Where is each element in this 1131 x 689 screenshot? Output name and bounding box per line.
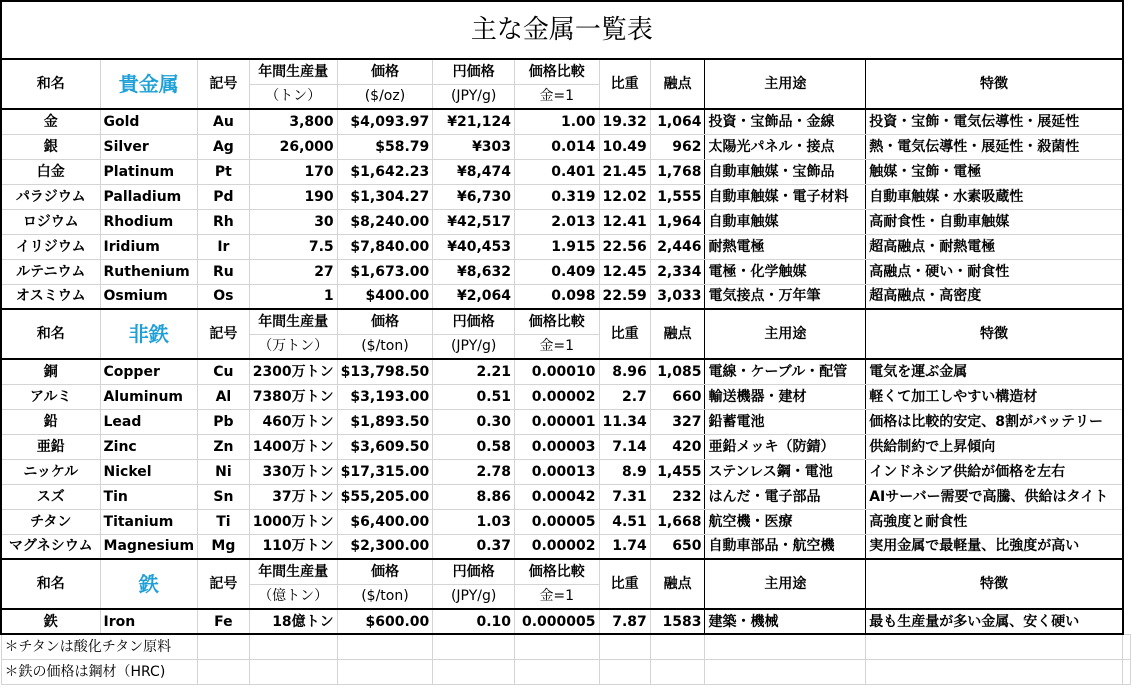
cell-name-en: Iron [100, 609, 198, 634]
cell-main-use: 自動車触媒・電子材料 [705, 184, 866, 209]
cell-yen-price: 0.58 [433, 434, 515, 459]
cell-yen-price: ¥8,474 [433, 159, 515, 184]
cell-price-ratio: 0.00002 [515, 384, 599, 409]
cell-symbol: Ru [198, 259, 250, 284]
cell-symbol: Zn [198, 434, 250, 459]
header-yen-price: 円価格 [433, 559, 515, 584]
cell-name-en: Osmium [100, 284, 198, 309]
cell-symbol: Ir [198, 234, 250, 259]
header-price-ratio-unit: 金=1 [515, 584, 599, 609]
cell-melting-point: 327 [650, 409, 705, 434]
header-price-ratio: 価格比較 [515, 309, 599, 334]
cell-price-ratio: 0.00013 [515, 459, 599, 484]
cell-melting-point: 1,668 [650, 509, 705, 534]
cell-symbol: Ni [198, 459, 250, 484]
cell-name-en: Tin [100, 484, 198, 509]
cell-melting-point: 660 [650, 384, 705, 409]
header-feature: 特徴 [866, 59, 1123, 109]
cell-price-ratio: 0.401 [515, 159, 599, 184]
cell-price: $17,315.00 [337, 459, 433, 484]
header-price-unit: ($/oz) [337, 84, 433, 109]
table-row [1, 484, 1131, 509]
cell-name-jp: 鉛 [1, 409, 100, 434]
cell-main-use: 投資・宝飾品・金線 [705, 109, 866, 134]
table-row [1, 209, 1131, 234]
cell-feature: 軽くて加工しやすい構造材 [866, 384, 1123, 409]
cell-main-use: 自動車触媒・宝飾品 [705, 159, 866, 184]
cell-name-en: Ruthenium [100, 259, 198, 284]
cell-gravity: 7.87 [599, 609, 650, 634]
header-melting-point: 融点 [650, 309, 705, 359]
cell-name-en: Lead [100, 409, 198, 434]
cell-gravity: 10.49 [599, 134, 650, 159]
cell-melting-point: 1,455 [650, 459, 705, 484]
cell-production: 18億トン [249, 609, 337, 634]
header-yen-price-unit: (JPY/g) [433, 334, 515, 359]
header-price-ratio-unit: 金=1 [515, 334, 599, 359]
table-row [1, 159, 1131, 184]
cell-melting-point: 1,085 [650, 359, 705, 384]
cell-yen-price: ¥21,124 [433, 109, 515, 134]
cell-main-use: 電気接点・万年筆 [705, 284, 866, 309]
cell-yen-price: 0.30 [433, 409, 515, 434]
cell-name-jp: 鉄 [1, 609, 100, 634]
cell-price-ratio: 0.00001 [515, 409, 599, 434]
cell-name-en: Nickel [100, 459, 198, 484]
cell-name-jp: ルテニウム [1, 259, 100, 284]
cell-name-jp: ロジウム [1, 209, 100, 234]
table-row [1, 234, 1131, 259]
cell-price-ratio: 1.00 [515, 109, 599, 134]
cell-name-en: Copper [100, 359, 198, 384]
cell-name-jp: パラジウム [1, 184, 100, 209]
cell-price: $1,893.50 [337, 409, 433, 434]
cell-yen-price: ¥6,730 [433, 184, 515, 209]
cell-gravity: 8.96 [599, 359, 650, 384]
cell-feature: 高強度と耐食性 [866, 509, 1123, 534]
cell-production: 3,800 [249, 109, 337, 134]
cell-gravity: 19.32 [599, 109, 650, 134]
cell-feature: インドネシア供給が価格を左右 [866, 459, 1123, 484]
header-price-unit: ($/ton) [337, 584, 433, 609]
cell-yen-price: 8.86 [433, 484, 515, 509]
cell-name-jp: ニッケル [1, 459, 100, 484]
cell-yen-price: ¥8,632 [433, 259, 515, 284]
cell-melting-point: 2,334 [650, 259, 705, 284]
cell-melting-point: 1,964 [650, 209, 705, 234]
cell-production: 190 [249, 184, 337, 209]
cell-gravity: 1.74 [599, 534, 650, 559]
cell-name-jp: 金 [1, 109, 100, 134]
cell-feature: 高融点・硬い・耐食性 [866, 259, 1123, 284]
cell-melting-point: 1,768 [650, 159, 705, 184]
cell-price: $58.79 [337, 134, 433, 159]
cell-yen-price: 1.03 [433, 509, 515, 534]
cell-melting-point: 962 [650, 134, 705, 159]
header-yen-price: 円価格 [433, 59, 515, 84]
cell-yen-price: ¥2,064 [433, 284, 515, 309]
cell-production: 7380万トン [249, 384, 337, 409]
cell-symbol: Ti [198, 509, 250, 534]
cell-name-jp: マグネシウム [1, 534, 100, 559]
cell-price: $6,400.00 [337, 509, 433, 534]
cell-production: 26,000 [249, 134, 337, 159]
table-row [1, 359, 1131, 384]
cell-price-ratio: 0.00010 [515, 359, 599, 384]
table-row [1, 384, 1131, 409]
cell-name-en: Gold [100, 109, 198, 134]
cell-symbol: Pd [198, 184, 250, 209]
cell-price: $3,193.00 [337, 384, 433, 409]
header-symbol: 記号 [198, 309, 250, 359]
cell-feature: 自動車触媒・水素吸蔵性 [866, 184, 1123, 209]
cell-main-use: 耐熱電極 [705, 234, 866, 259]
cell-yen-price: 0.51 [433, 384, 515, 409]
cell-melting-point: 1,555 [650, 184, 705, 209]
header-gravity: 比重 [599, 59, 650, 109]
cell-name-en: Palladium [100, 184, 198, 209]
cell-yen-price: ¥40,453 [433, 234, 515, 259]
header-production-unit: （万トン） [249, 334, 337, 359]
cell-gravity: 4.51 [599, 509, 650, 534]
cell-symbol: Ag [198, 134, 250, 159]
cell-feature: 熱・電気伝導性・展延性・殺菌性 [866, 134, 1123, 159]
cell-main-use: 電線・ケーブル・配管 [705, 359, 866, 384]
cell-name-jp: スズ [1, 484, 100, 509]
cell-price-ratio: 2.013 [515, 209, 599, 234]
header-production-unit: （億トン） [249, 584, 337, 609]
cell-symbol: Sn [198, 484, 250, 509]
cell-price-ratio: 0.409 [515, 259, 599, 284]
cell-price: $400.00 [337, 284, 433, 309]
cell-price-ratio: 0.00042 [515, 484, 599, 509]
cell-feature: 供給制約で上昇傾向 [866, 434, 1123, 459]
cell-gravity: 7.31 [599, 484, 650, 509]
cell-price: $2,300.00 [337, 534, 433, 559]
cell-production: 7.5 [249, 234, 337, 259]
cell-price: $7,840.00 [337, 234, 433, 259]
header-symbol: 記号 [198, 59, 250, 109]
cell-feature: 投資・宝飾・電気伝導性・展延性 [866, 109, 1123, 134]
cell-production: 110万トン [249, 534, 337, 559]
cell-price: $8,240.00 [337, 209, 433, 234]
table-row [1, 184, 1131, 209]
category-label: 鉄 [100, 559, 198, 609]
cell-yen-price: ¥42,517 [433, 209, 515, 234]
cell-main-use: 亜鉛メッキ（防錆） [705, 434, 866, 459]
header-feature: 特徴 [866, 309, 1123, 359]
table-row [1, 259, 1131, 284]
header-production-unit: （トン） [249, 84, 337, 109]
cell-gravity: 12.41 [599, 209, 650, 234]
header-price-unit: ($/ton) [337, 334, 433, 359]
cell-symbol: Cu [198, 359, 250, 384]
cell-name-jp: イリジウム [1, 234, 100, 259]
header-price-ratio: 価格比較 [515, 559, 599, 584]
header-production: 年間生産量 [249, 559, 337, 584]
header-symbol: 記号 [198, 559, 250, 609]
cell-production: 330万トン [249, 459, 337, 484]
cell-name-en: Titanium [100, 509, 198, 534]
cell-gravity: 2.7 [599, 384, 650, 409]
cell-price: $1,642.23 [337, 159, 433, 184]
footnote: ＊チタンは酸化チタン原料 [1, 634, 198, 659]
cell-yen-price: 0.37 [433, 534, 515, 559]
header-price: 価格 [337, 559, 433, 584]
header-gravity: 比重 [599, 309, 650, 359]
cell-price-ratio: 0.000005 [515, 609, 599, 634]
cell-main-use: 輸送機器・建材 [705, 384, 866, 409]
table-row [1, 534, 1131, 559]
cell-production: 460万トン [249, 409, 337, 434]
cell-name-jp: アルミ [1, 384, 100, 409]
cell-melting-point: 3,033 [650, 284, 705, 309]
cell-main-use: 自動車部品・航空機 [705, 534, 866, 559]
cell-production: 1000万トン [249, 509, 337, 534]
cell-symbol: Fe [198, 609, 250, 634]
header-name-jp: 和名 [1, 59, 100, 109]
cell-feature: 電気を運ぶ金属 [866, 359, 1123, 384]
cell-name-jp: 亜鉛 [1, 434, 100, 459]
table-row [1, 459, 1131, 484]
cell-symbol: Mg [198, 534, 250, 559]
header-melting-point: 融点 [650, 59, 705, 109]
header-gravity: 比重 [599, 559, 650, 609]
cell-main-use: 太陽光パネル・接点 [705, 134, 866, 159]
cell-name-jp: 銅 [1, 359, 100, 384]
cell-production: 2300万トン [249, 359, 337, 384]
cell-symbol: Al [198, 384, 250, 409]
cell-gravity: 12.02 [599, 184, 650, 209]
header-feature: 特徴 [866, 559, 1123, 609]
cell-feature: 最も生産量が多い金属、安く硬い [866, 609, 1123, 634]
cell-gravity: 22.59 [599, 284, 650, 309]
cell-price: $13,798.50 [337, 359, 433, 384]
cell-main-use: 建築・機械 [705, 609, 866, 634]
cell-gravity: 12.45 [599, 259, 650, 284]
cell-price-ratio: 0.00002 [515, 534, 599, 559]
cell-price: $1,673.00 [337, 259, 433, 284]
cell-production: 170 [249, 159, 337, 184]
table-row [1, 609, 1131, 634]
cell-name-en: Rhodium [100, 209, 198, 234]
cell-name-en: Aluminum [100, 384, 198, 409]
cell-feature: 価格は比較的安定、8割がバッテリー [866, 409, 1123, 434]
cell-name-jp: 白金 [1, 159, 100, 184]
cell-gravity: 22.56 [599, 234, 650, 259]
header-production: 年間生産量 [249, 59, 337, 84]
table-row [1, 409, 1131, 434]
cell-name-en: Platinum [100, 159, 198, 184]
cell-melting-point: 232 [650, 484, 705, 509]
cell-price: $55,205.00 [337, 484, 433, 509]
header-yen-price-unit: (JPY/g) [433, 584, 515, 609]
table-title: 主な金属一覧表 [1, 1, 1123, 59]
cell-production: 37万トン [249, 484, 337, 509]
cell-feature: 超高融点・高密度 [866, 284, 1123, 309]
cell-yen-price: 0.10 [433, 609, 515, 634]
cell-name-en: Magnesium [100, 534, 198, 559]
header-price-ratio: 価格比較 [515, 59, 599, 84]
cell-price-ratio: 0.098 [515, 284, 599, 309]
cell-symbol: Au [198, 109, 250, 134]
cell-symbol: Pb [198, 409, 250, 434]
cell-name-en: Iridium [100, 234, 198, 259]
cell-feature: 超高融点・耐熱電極 [866, 234, 1123, 259]
footnote: ＊鉄の価格は鋼材（HRC) [1, 659, 198, 684]
header-price: 価格 [337, 309, 433, 334]
table-row [1, 134, 1131, 159]
header-price-ratio-unit: 金=1 [515, 84, 599, 109]
cell-production: 1400万トン [249, 434, 337, 459]
header-name-jp: 和名 [1, 559, 100, 609]
cell-symbol: Os [198, 284, 250, 309]
header-price: 価格 [337, 59, 433, 84]
cell-melting-point: 420 [650, 434, 705, 459]
table-row [1, 509, 1131, 534]
cell-price-ratio: 0.319 [515, 184, 599, 209]
cell-melting-point: 1583 [650, 609, 705, 634]
cell-yen-price: 2.78 [433, 459, 515, 484]
header-main-use: 主用途 [705, 559, 866, 609]
table-row [1, 109, 1131, 134]
cell-gravity: 7.14 [599, 434, 650, 459]
cell-name-en: Silver [100, 134, 198, 159]
header-yen-price-unit: (JPY/g) [433, 84, 515, 109]
cell-name-jp: チタン [1, 509, 100, 534]
header-main-use: 主用途 [705, 309, 866, 359]
table-row [1, 434, 1131, 459]
cell-production: 27 [249, 259, 337, 284]
cell-feature: 実用金属で最軽量、比強度が高い [866, 534, 1123, 559]
cell-main-use: 鉛蓄電池 [705, 409, 866, 434]
header-melting-point: 融点 [650, 559, 705, 609]
header-production: 年間生産量 [249, 309, 337, 334]
cell-price-ratio: 1.915 [515, 234, 599, 259]
cell-main-use: ステンレス鋼・電池 [705, 459, 866, 484]
cell-feature: 触媒・宝飾・電極 [866, 159, 1123, 184]
cell-price-ratio: 0.00003 [515, 434, 599, 459]
table-row [1, 284, 1131, 309]
cell-feature: AIサーバー需要で高騰、供給はタイト [866, 484, 1123, 509]
header-name-jp: 和名 [1, 309, 100, 359]
cell-gravity: 8.9 [599, 459, 650, 484]
cell-price: $3,609.50 [337, 434, 433, 459]
cell-production: 1 [249, 284, 337, 309]
cell-price: $600.00 [337, 609, 433, 634]
cell-melting-point: 2,446 [650, 234, 705, 259]
cell-main-use: 航空機・医療 [705, 509, 866, 534]
cell-yen-price: 2.21 [433, 359, 515, 384]
cell-main-use: はんだ・電子部品 [705, 484, 866, 509]
category-label: 非鉄 [100, 309, 198, 359]
cell-gravity: 11.34 [599, 409, 650, 434]
cell-melting-point: 1,064 [650, 109, 705, 134]
category-label: 貴金属 [100, 59, 198, 109]
cell-feature: 高耐食性・自動車触媒 [866, 209, 1123, 234]
cell-name-jp: オスミウム [1, 284, 100, 309]
cell-name-en: Zinc [100, 434, 198, 459]
cell-main-use: 電極・化学触媒 [705, 259, 866, 284]
cell-production: 30 [249, 209, 337, 234]
header-yen-price: 円価格 [433, 309, 515, 334]
header-main-use: 主用途 [705, 59, 866, 109]
cell-price: $1,304.27 [337, 184, 433, 209]
cell-symbol: Pt [198, 159, 250, 184]
cell-price: $4,093.97 [337, 109, 433, 134]
cell-main-use: 自動車触媒 [705, 209, 866, 234]
cell-gravity: 21.45 [599, 159, 650, 184]
cell-symbol: Rh [198, 209, 250, 234]
cell-price-ratio: 0.00005 [515, 509, 599, 534]
cell-price-ratio: 0.014 [515, 134, 599, 159]
cell-melting-point: 650 [650, 534, 705, 559]
cell-yen-price: ¥303 [433, 134, 515, 159]
cell-name-jp: 銀 [1, 134, 100, 159]
